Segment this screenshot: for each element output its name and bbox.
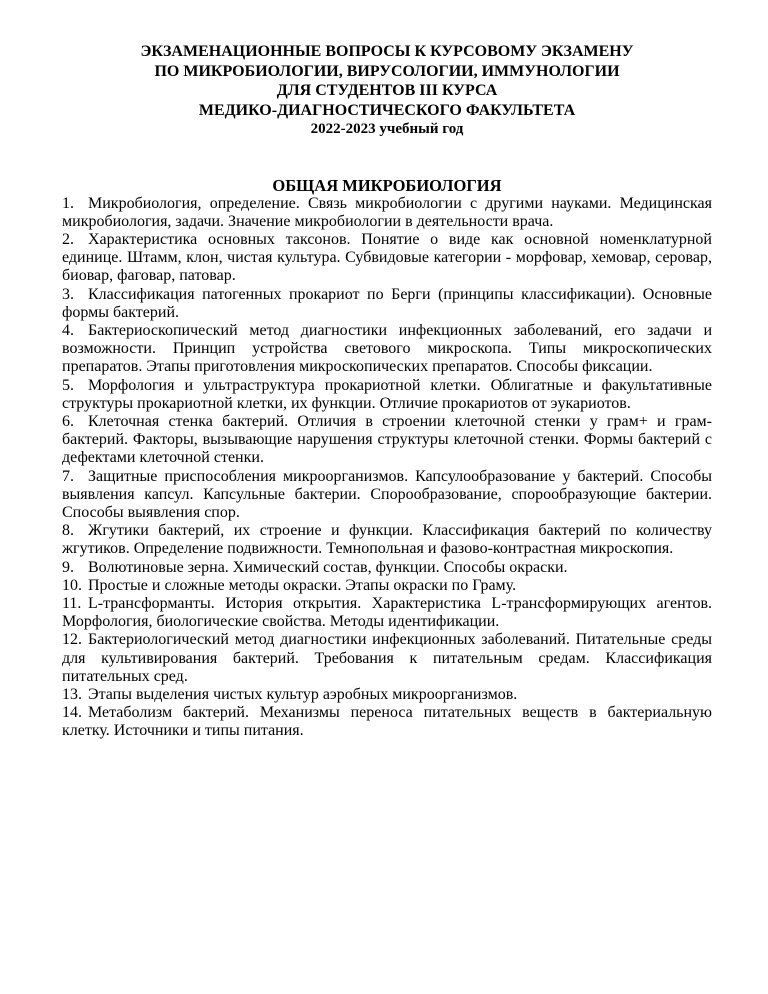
- header-line-4: МЕДИКО-ДИАГНОСТИЧЕСКОГО ФАКУЛЬТЕТА: [198, 101, 576, 119]
- header-line-3: ДЛЯ СТУДЕНТОВ III КУРСА: [276, 82, 498, 99]
- question-text: Этапы выделения чистых культур аэробных микроорганизмов.: [88, 685, 518, 703]
- question-number: 7.: [62, 467, 74, 485]
- question-text: Простые и сложные методы окраски. Этапы окраски по Граму.: [88, 576, 517, 594]
- question-number: 3.: [62, 285, 74, 303]
- question-item: [62, 631, 712, 686]
- question-item: [62, 377, 712, 413]
- question-number: 1.: [62, 194, 74, 212]
- question-text: Характеристика основных таксонов. Понятие о виде как основной номенклатурной единице. Штамм, клон, чистая культура. Субвидовые категории - морфовар, хемовар, серовар, биовар, фаговар, патовар.: [62, 230, 712, 285]
- question-number: 8.: [62, 522, 74, 540]
- question-list: [62, 195, 712, 741]
- section-title: ОБЩАЯ МИКРОБИОЛОГИЯ: [272, 175, 502, 195]
- document-page: [62, 42, 712, 741]
- question-item: [62, 577, 712, 595]
- question-item: [62, 704, 712, 740]
- question-item: [62, 195, 712, 231]
- question-number: 12.: [62, 631, 82, 649]
- academic-year: 2022-2023 учебный год: [310, 121, 464, 137]
- document-header: [62, 42, 712, 140]
- question-text: Морфология и ультраструктура прокариотной клетки. Облигатные и факультативные структуры прокариотной клетки, их функции. Отличие прокариотов от эукариотов.: [62, 376, 712, 412]
- question-item: [62, 686, 712, 704]
- question-text: Бактериоскопический метод диагностики инфекционных заболеваний, его задачи и возможности. Принцип устройства светового микроскопа. Типы микроскопических препаратов. Этапы приготовления микроскопических препаратов. Способы фиксации.: [62, 321, 712, 376]
- question-number: 10.: [62, 576, 82, 594]
- question-item: [62, 559, 712, 577]
- question-number: 5.: [62, 376, 74, 394]
- question-text: Волютиновые зерна. Химический состав, функции. Способы окраски.: [88, 558, 568, 576]
- question-text: Бактериологический метод диагностики инфекционных заболеваний. Питательные среды для культивирования бактерий. Требования к питательным средам. Классификация питательных сред.: [62, 631, 712, 685]
- question-item: [62, 468, 712, 523]
- question-number: 14.: [62, 704, 82, 722]
- question-text: Классификация патогенных прокариот по Берги (принципы классификации). Основные формы бактерий.: [62, 285, 712, 321]
- header-line-1: ЭКЗАМЕНАЦИОННЫЕ ВОПРОСЫ К КУРСОВОМУ ЭКЗАМЕНУ: [140, 43, 634, 60]
- question-item: [62, 322, 712, 377]
- question-text: Жгутики бактерий, их строение и функции. Классификация бактерий по количеству жгутиков. Определение подвижности. Темнопольная и фазово-контрастная микроскопия.: [62, 522, 712, 558]
- question-number: 13.: [62, 685, 82, 703]
- question-text: L-трансформанты. История открытия. Характеристика L-трансформирующих агентов. Морфология, биологические свойства. Методы идентификации.: [62, 594, 712, 631]
- question-item: [62, 286, 712, 322]
- question-item: [62, 522, 712, 558]
- question-number: 6.: [62, 412, 74, 430]
- question-number: 2.: [62, 230, 74, 248]
- question-number: 9.: [62, 558, 74, 576]
- question-text: Клеточная стенка бактерий. Отличия в строении клеточной стенки у грам+ и грам- бактерий. Факторы, вызывающие нарушения структуры клеточной стенки. Формы бактерий с дефектами клеточной стенки.: [62, 412, 712, 467]
- question-item: [62, 595, 712, 631]
- question-number: 4.: [62, 321, 74, 339]
- question-text: Микробиология, определение. Связь микробиологии с другими науками. Медицинская микробиология, задачи. Значение микробиологии в деятельности врача.: [62, 194, 712, 230]
- question-item: [62, 413, 712, 468]
- question-text: Метаболизм бактерий. Механизмы переноса питательных веществ в бактериальную клетку. Источники и типы питания.: [62, 704, 712, 740]
- question-text: Защитные приспособления микроорганизмов. Капсулообразование у бактерий. Способы выявления капсул. Капсульные бактерии. Спорообразование, спорообразующие бактерии. Способы выявления спор.: [62, 467, 712, 521]
- header-line-2: ПО МИКРОБИОЛОГИИ, ВИРУСОЛОГИИ, ИММУНОЛОГИИ: [154, 62, 620, 80]
- question-item: [62, 231, 712, 286]
- question-number: 11.: [62, 594, 82, 612]
